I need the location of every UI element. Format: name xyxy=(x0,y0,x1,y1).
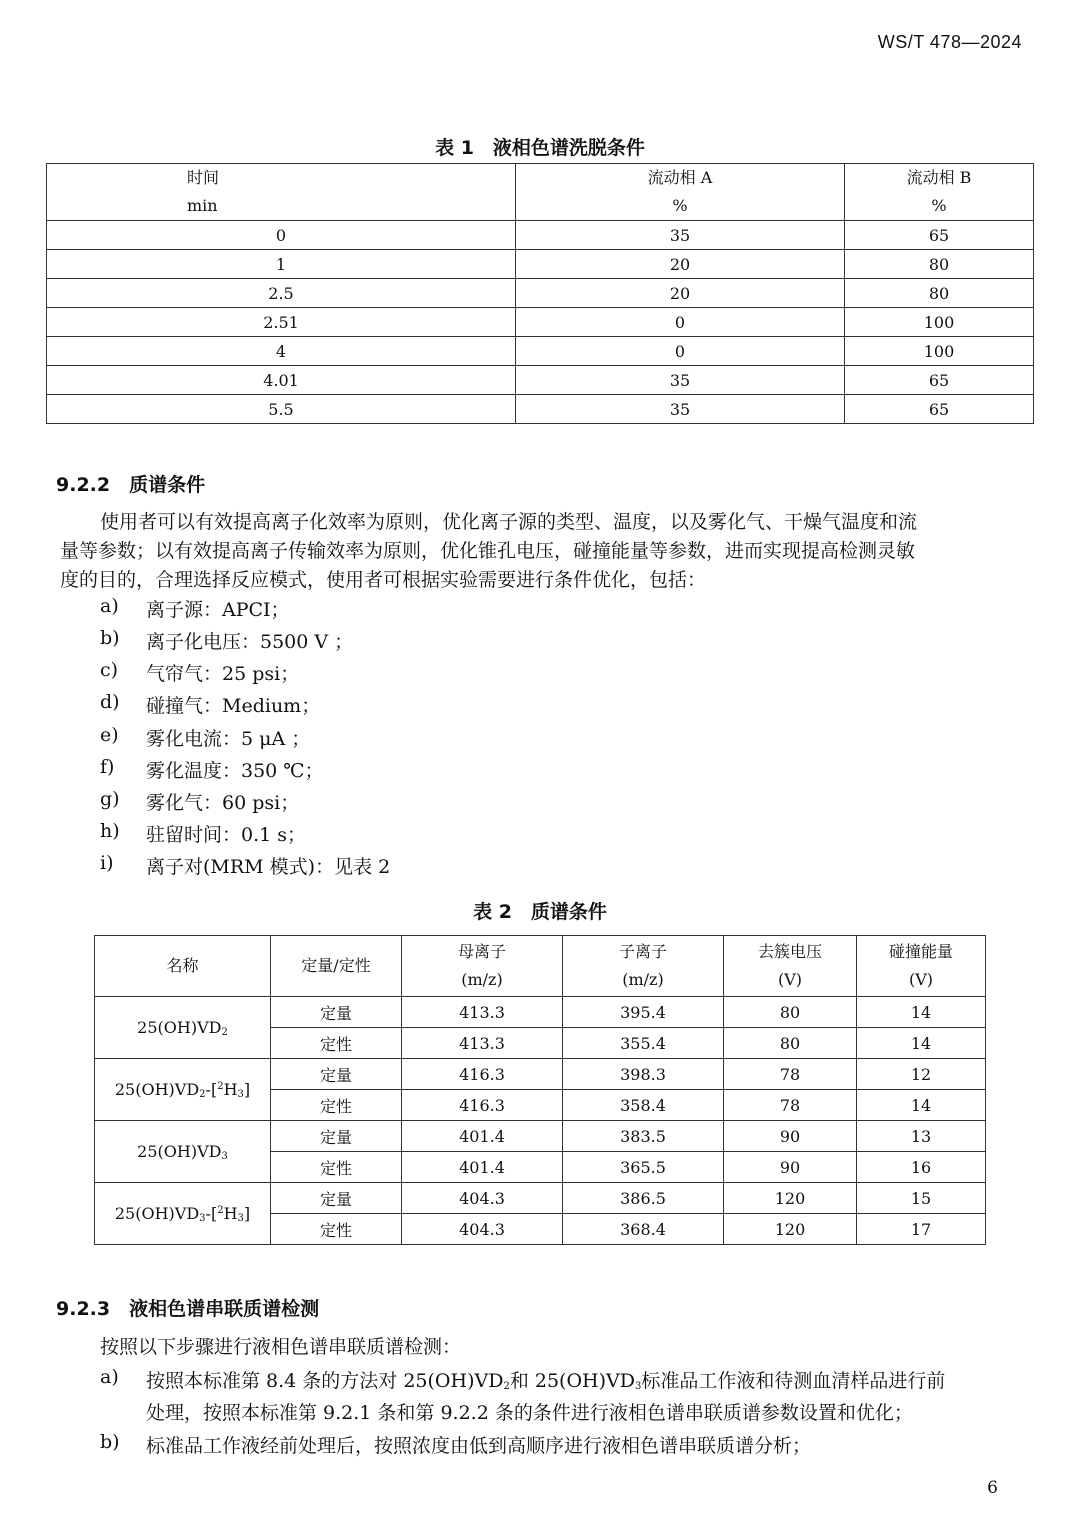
table2-header-dp xyxy=(724,936,857,997)
table1-header-mobile-b xyxy=(845,164,1034,221)
header-label: 子离子 xyxy=(618,942,667,961)
list-item-continuation: 处理，按照本标准第 9.2.1 条和第 9.2.2 条的条件进行液相色谱串联质谱参数设置和优化； xyxy=(146,1402,913,1424)
header-unit: min xyxy=(187,196,218,215)
paragraph-line: 使用者可以有效提高离子化效率为原则，优化离子源的类型、温度，以及雾化气、干燥气温度和流 xyxy=(100,511,918,533)
paragraph-line: 度的目的，合理选择反应模式，使用者可根据实验需要进行条件优化，包括： xyxy=(60,569,707,591)
table-cell: 416.3 xyxy=(402,1090,563,1121)
table2-header-parent xyxy=(402,936,563,997)
header-unit: (V) xyxy=(777,970,803,989)
table-cell: 100 xyxy=(845,337,1034,366)
table-cell: 定量 xyxy=(271,1059,402,1090)
table-cell: 14 xyxy=(857,1028,986,1059)
table-cell: 0 xyxy=(516,337,845,366)
table-cell: 120 xyxy=(724,1183,857,1214)
table2-header-ce xyxy=(857,936,986,997)
table-cell: 355.4 xyxy=(563,1028,724,1059)
table-cell: 35 xyxy=(516,395,845,424)
list-item: 驻留时间：0.1 s； xyxy=(146,824,307,846)
table-cell: 80 xyxy=(845,250,1034,279)
table-cell: 65 xyxy=(845,395,1034,424)
table-row xyxy=(95,1059,986,1090)
table-cell: 定性 xyxy=(271,1028,402,1059)
header-label: 母离子 xyxy=(457,942,506,961)
table-cell: 12 xyxy=(857,1059,986,1090)
compound-name: $25(OH)VD_2-[^2H_3]$ xyxy=(95,1059,271,1121)
list-item: 离子源：APCI； xyxy=(146,599,290,621)
table-cell: 398.3 xyxy=(563,1059,724,1090)
compound-name: $25(OH)VD_3-[^2H_3]$ xyxy=(95,1183,271,1245)
list-item: 按照本标准第 8.4 条的方法对 $25(OH)VD_2$和 $25(OH)VD_3$标准品工作液和待测血清样品进行前 xyxy=(146,1370,946,1392)
table-cell: 404.3 xyxy=(402,1214,563,1245)
table-cell: 35 xyxy=(516,221,845,250)
table1-caption: 表 1 液相色谱洗脱条件 xyxy=(435,137,645,159)
table-cell: 1 xyxy=(47,250,516,279)
table-cell: 0 xyxy=(47,221,516,250)
table-cell: 17 xyxy=(857,1214,986,1245)
header-unit: % xyxy=(931,196,947,215)
list-item: 雾化电流：5 μA ； xyxy=(146,728,311,750)
table-cell: 定量 xyxy=(271,997,402,1028)
table-row xyxy=(47,250,1034,279)
table-cell: 0 xyxy=(516,308,845,337)
list-label: b) xyxy=(100,627,120,649)
document-code: WS/T 478—2024 xyxy=(877,32,1022,52)
table-row xyxy=(47,279,1034,308)
list-label: a) xyxy=(100,1366,119,1388)
table1-header-time xyxy=(47,164,516,221)
table-cell: 定量 xyxy=(271,1121,402,1152)
table-row xyxy=(95,1121,986,1152)
table-cell: 定性 xyxy=(271,1214,402,1245)
header-label: 流动相 B xyxy=(906,168,972,187)
table1-header-row xyxy=(47,164,1034,221)
section-heading-923: 9.2.3 液相色谱串联质谱检测 xyxy=(56,1298,320,1320)
table-cell: 14 xyxy=(857,997,986,1028)
section-heading-922: 9.2.2 质谱条件 xyxy=(56,474,206,496)
header-unit: % xyxy=(672,196,688,215)
table-cell: 65 xyxy=(845,221,1034,250)
table-cell: 定性 xyxy=(271,1090,402,1121)
table-cell: 413.3 xyxy=(402,1028,563,1059)
table-cell: 404.3 xyxy=(402,1183,563,1214)
header-label: 去簇电压 xyxy=(757,942,822,961)
list-label: a) xyxy=(100,595,119,617)
table-row xyxy=(47,337,1034,366)
table-cell: 401.4 xyxy=(402,1152,563,1183)
table-row xyxy=(95,1183,986,1214)
table-cell: 20 xyxy=(516,279,845,308)
table2-ms-conditions xyxy=(94,935,986,1245)
list-item: 离子对(MRM 模式)：见表 2 xyxy=(146,856,391,878)
table-row xyxy=(95,997,986,1028)
table-cell: 358.4 xyxy=(563,1090,724,1121)
list-item: 气帘气：25 psi； xyxy=(146,663,300,685)
table-cell: 80 xyxy=(845,279,1034,308)
table2-caption: 表 2 质谱条件 xyxy=(473,901,607,923)
table2-header-row xyxy=(95,936,986,997)
table-cell: 78 xyxy=(724,1059,857,1090)
header-unit: (m/z) xyxy=(622,970,664,989)
header-unit: (V) xyxy=(908,970,934,989)
header-label: 时间 xyxy=(187,168,220,187)
table-cell: 4.01 xyxy=(47,366,516,395)
page-number: 6 xyxy=(987,1478,998,1498)
table-cell: 90 xyxy=(724,1121,857,1152)
header-label: 碰撞能量 xyxy=(888,942,953,961)
table-cell: 35 xyxy=(516,366,845,395)
list-item: 雾化温度：350 ℃； xyxy=(146,760,324,782)
table-cell: 383.5 xyxy=(563,1121,724,1152)
table-cell: 4 xyxy=(47,337,516,366)
table-cell: 14 xyxy=(857,1090,986,1121)
table-cell: 2.51 xyxy=(47,308,516,337)
compound-name: $25(OH)VD_3$ xyxy=(95,1121,271,1183)
table-cell: 90 xyxy=(724,1152,857,1183)
table-cell: 15 xyxy=(857,1183,986,1214)
table-cell: 2.5 xyxy=(47,279,516,308)
paragraph-line: 量等参数；以有效提高离子传输效率为原则，优化锥孔电压，碰撞能量等参数，进而实现提高检测灵敏 xyxy=(60,540,916,562)
table-cell: 13 xyxy=(857,1121,986,1152)
table2-header-name: 名称 xyxy=(95,936,271,997)
table1-header-mobile-a xyxy=(516,164,845,221)
list-label: d) xyxy=(100,691,120,713)
list-item: 碰撞气：Medium； xyxy=(146,695,321,717)
table-row xyxy=(47,221,1034,250)
table-cell: 413.3 xyxy=(402,997,563,1028)
list-label: f) xyxy=(100,756,115,778)
list-label: b) xyxy=(100,1431,120,1453)
table-cell: 395.4 xyxy=(563,997,724,1028)
table2-header-quant: 定量/定性 xyxy=(271,936,402,997)
table-cell: 5.5 xyxy=(47,395,516,424)
table-cell: 78 xyxy=(724,1090,857,1121)
table-row xyxy=(47,395,1034,424)
list-item: 雾化气：60 psi； xyxy=(146,792,300,814)
list-label: e) xyxy=(100,724,119,746)
list-item: 离子化电压：5500 V ； xyxy=(146,631,354,653)
table-cell: 16 xyxy=(857,1152,986,1183)
header-unit: (m/z) xyxy=(461,970,503,989)
table-cell: 365.5 xyxy=(563,1152,724,1183)
list-label: g) xyxy=(100,788,120,810)
table-cell: 401.4 xyxy=(402,1121,563,1152)
paragraph-line: 按照以下步骤进行液相色谱串联质谱检测： xyxy=(100,1336,462,1358)
table-cell: 416.3 xyxy=(402,1059,563,1090)
list-item: 标准品工作液经前处理后，按照浓度由低到高顺序进行液相色谱串联质谱分析； xyxy=(146,1435,812,1457)
table-cell: 20 xyxy=(516,250,845,279)
table-cell: 368.4 xyxy=(563,1214,724,1245)
table2-header-child xyxy=(563,936,724,997)
table-cell: 80 xyxy=(724,1028,857,1059)
table-cell: 65 xyxy=(845,366,1034,395)
table-cell: 定性 xyxy=(271,1152,402,1183)
list-label: c) xyxy=(100,659,119,681)
table-cell: 386.5 xyxy=(563,1183,724,1214)
compound-name: $25(OH)VD_2$ xyxy=(95,997,271,1059)
table-cell: 定量 xyxy=(271,1183,402,1214)
table1-elution-conditions xyxy=(46,163,1034,424)
table-cell: 80 xyxy=(724,997,857,1028)
list-label: i) xyxy=(100,852,114,874)
table-cell: 100 xyxy=(845,308,1034,337)
list-label: h) xyxy=(100,820,120,842)
table-row xyxy=(47,308,1034,337)
table-row xyxy=(47,366,1034,395)
table-cell: 120 xyxy=(724,1214,857,1245)
header-label: 流动相 A xyxy=(647,168,713,187)
